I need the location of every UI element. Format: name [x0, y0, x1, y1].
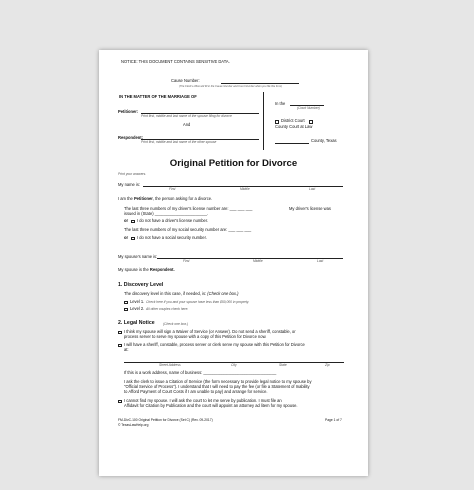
court-number-help: (Court Number) [297, 106, 320, 110]
zip-caption: Zip [325, 363, 330, 367]
publication-line-2: Affidavit for Citation by Publication and the court will appoint an attorney ad litem for my spouse. [124, 403, 298, 408]
county-court-label: County Court at Law [275, 124, 313, 129]
no-ssn-label: I do not have a social security number. [137, 235, 207, 240]
caption-divider [263, 92, 264, 150]
sensitive-data-notice: NOTICE: THIS DOCUMENT CONTAINS SENSITIVE DATA. [121, 59, 230, 64]
print-answers-note: Print your answers. [118, 172, 147, 176]
and-text: And [183, 122, 191, 127]
name-middle-caption: Middle [240, 187, 250, 191]
petitioner-statement-bold: Petitioner [133, 196, 153, 201]
no-dl-checkbox[interactable] [131, 220, 135, 224]
serve-line-1: I will have a sheriff, constable, process server or clerk serve my spouse with this Petition for Divorce [124, 342, 305, 347]
waiver-checkbox[interactable] [118, 331, 122, 335]
level-2-label: Level 2. [130, 306, 145, 311]
cause-number-field[interactable] [221, 83, 299, 84]
ssn-or: or [124, 235, 129, 240]
cause-number-help: (The Clerk's office will fill in the Cause Number and Court Number when you file this form) [179, 85, 282, 88]
page-number: Page 1 of 7 [325, 418, 342, 422]
district-court-label: District Court [281, 118, 305, 123]
respondent-statement-pre: My spouse is the [118, 267, 149, 272]
dl-line-2: issued in (State) _______________________. [124, 211, 209, 216]
level-2-help: All other couples check here. [146, 306, 189, 311]
level-1-checkbox[interactable] [124, 301, 128, 305]
level-1-label: Level 1. [130, 299, 145, 304]
waiver-line-2: process server to serve my spouse with a copy of this Petition for Divorce now. [124, 334, 267, 339]
dl-or: or [124, 218, 129, 223]
legal-notice-check-one: (Check one box.) [163, 321, 189, 326]
city-caption: City [231, 363, 237, 367]
serve-line-2: at: [124, 347, 129, 352]
no-dl-label: I do not have a driver's license number. [137, 218, 209, 223]
dl-line-1b: My driver's license was [289, 206, 331, 211]
level-2-checkbox[interactable] [124, 308, 128, 312]
citation-line-1: I ask the clerk to issue a Citation of Service (the form necessary to provide legal notice to my spouse by [124, 379, 312, 384]
dl-line-1: The last three numbers of my driver's license number are: ___ ___ ___ [124, 206, 253, 211]
county-texas-label: County, Texas [311, 138, 337, 143]
respondent-label: Respondent: [118, 135, 144, 140]
petitioner-label: Petitioner: [118, 109, 139, 114]
form-id: FM-DivC-100 Original Petition for Divorce (Set C) (Rev. 09-2017) [118, 418, 213, 422]
waiver-line-1: I think my spouse will sign a Waiver of Service (or Answer). Do not send a sheriff, constable, or [124, 329, 296, 334]
petitioner-statement-post: , the person asking for a divorce. [152, 196, 213, 201]
street-caption: Street Address [159, 363, 181, 367]
site-credit: © TexasLawHelp.org [118, 423, 149, 427]
citation-line-3: to Afford Payment of Court Costs if I am unable to pay) and arrange for service. [124, 389, 268, 394]
spouse-first-caption: First [183, 259, 190, 263]
matter-heading: IN THE MATTER OF THE MARRIAGE OF [119, 94, 197, 99]
ssn-line-1: The last three numbers of my social security number are: ___ ___ ___ [124, 227, 252, 232]
name-first-caption: First [169, 187, 176, 191]
discovery-intro [124, 292, 238, 297]
discovery-intro-text: The discovery level in this case, if needed, is: [124, 291, 207, 296]
spouse-name-label: My spouse's name is: [118, 254, 158, 259]
name-last-caption: Last [309, 187, 316, 191]
respondent-help: Print first, middle and last name of the other spouse [141, 140, 217, 144]
serve-checkbox[interactable] [118, 344, 122, 348]
county-field[interactable] [275, 143, 309, 144]
respondent-statement-bold: Respondent. [149, 267, 175, 272]
petitioner-statement-pre: I am the [118, 196, 133, 201]
document-page [99, 50, 368, 476]
discovery-level-heading: 1. Discovery Level [118, 282, 164, 288]
my-name-label: My name is: [118, 182, 141, 187]
no-ssn-checkbox[interactable] [131, 237, 135, 241]
spouse-last-caption: Last [317, 259, 324, 263]
in-the-label: In the [275, 101, 286, 106]
petitioner-help: Print first, middle and last name of the spouse filing for divorce [141, 114, 232, 118]
state-caption: State [279, 363, 287, 367]
discovery-check-one: (Check one box.) [207, 291, 239, 296]
petitioner-statement [118, 197, 212, 202]
level-1-help: Check here if you and your spouse have less than $50,000 in property. [146, 299, 250, 304]
legal-notice-heading: 2. Legal Notice [118, 320, 155, 326]
spouse-middle-caption: Middle [253, 259, 263, 263]
publication-line-1: I cannot find my spouse. I will ask the court to let me serve by publication. I must file an [124, 398, 282, 403]
cause-number-label: Cause Number: [171, 78, 200, 83]
citation-line-2: "Official Service of Process"). I understand that I will need to pay the fee (or file a Statement of Inability [124, 384, 310, 389]
page-title: Original Petition for Divorce [169, 158, 298, 169]
work-address-line: If this is a work address, name of business: ________________________________ [124, 370, 277, 375]
publication-checkbox[interactable] [118, 400, 122, 404]
respondent-statement [118, 268, 175, 273]
